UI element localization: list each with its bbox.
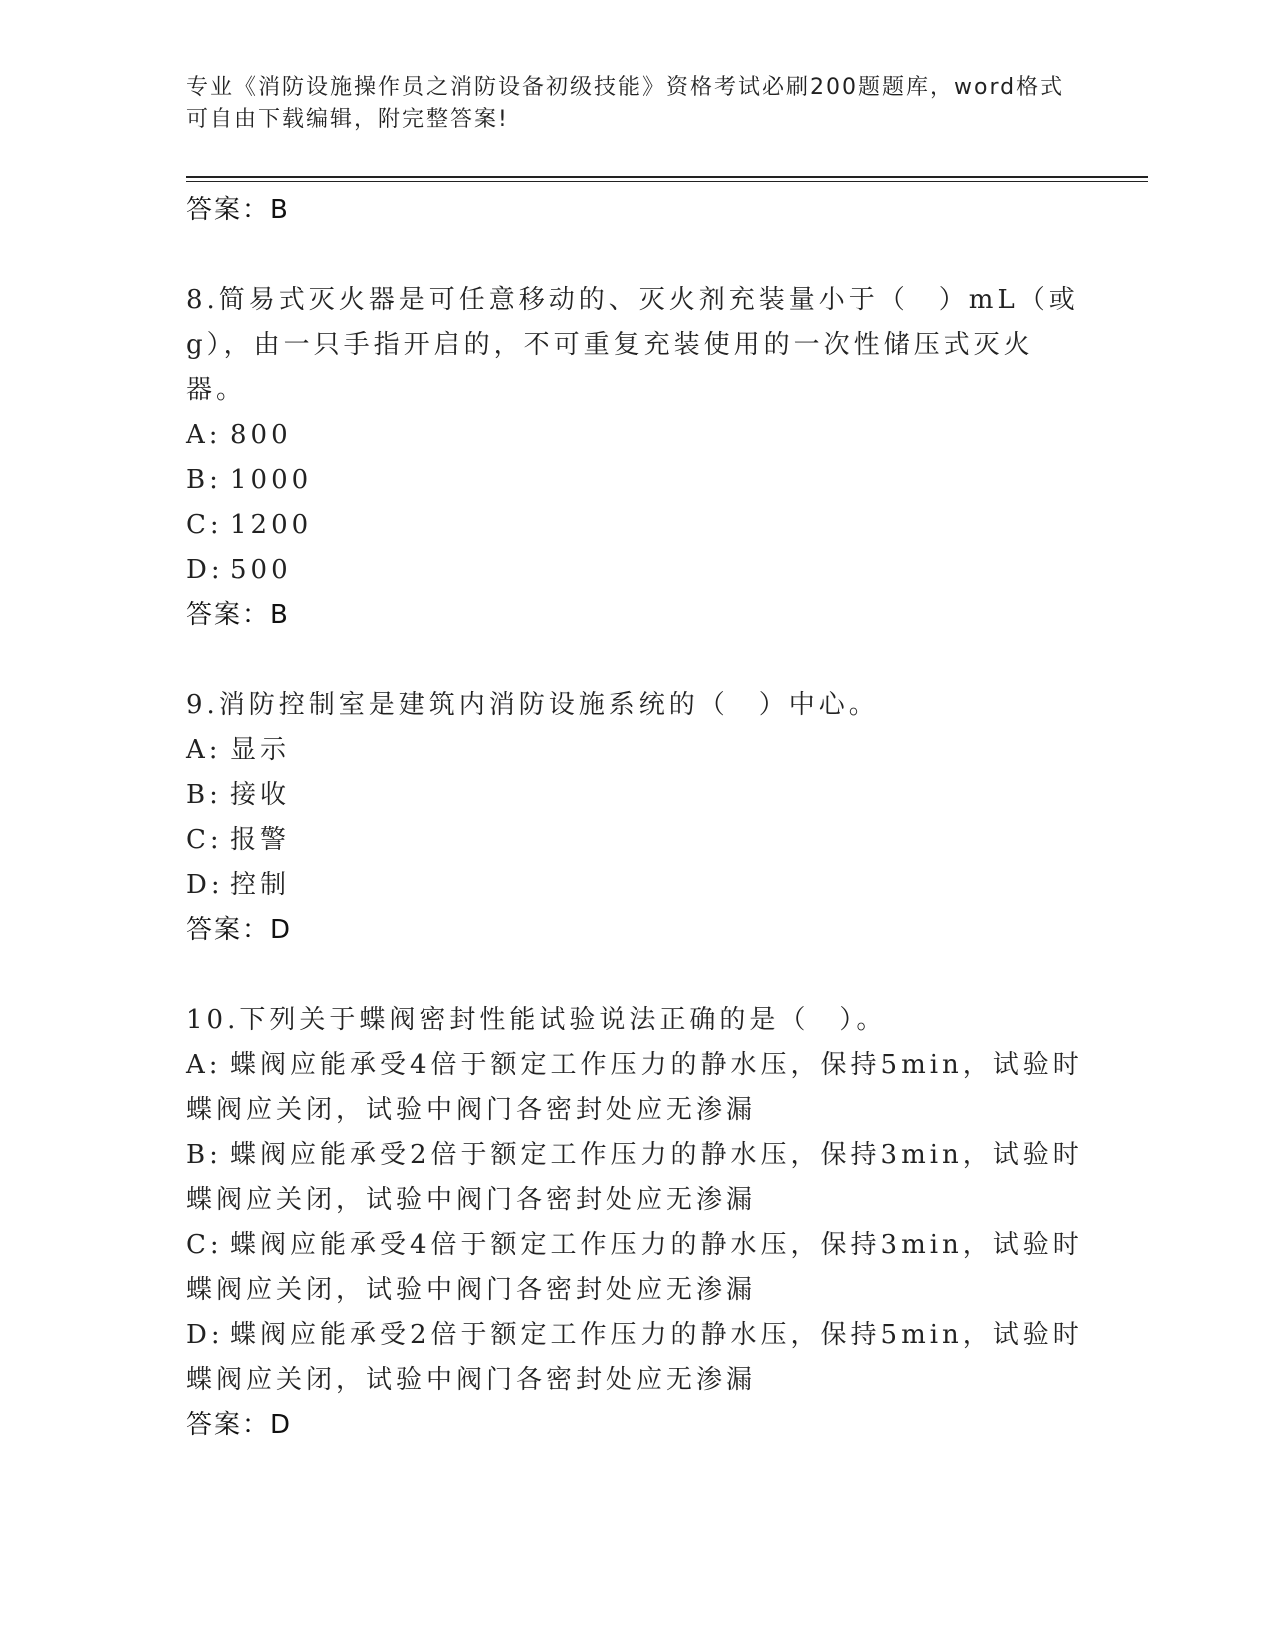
header-divider-thick: [186, 176, 1148, 178]
option-letter: A:: [186, 1050, 222, 1080]
answer-line: 答案：D: [186, 915, 293, 945]
question-10: [186, 998, 1086, 1447]
option-c: [186, 503, 1086, 548]
question-list: [186, 188, 1086, 1447]
option-letter: C:: [186, 510, 223, 540]
option-b: [186, 458, 1086, 503]
option-letter: B:: [186, 780, 222, 810]
option-letter: D:: [186, 1320, 224, 1350]
option-letter: D:: [186, 870, 224, 900]
question-9: [186, 683, 1086, 952]
option-text: 1200: [230, 510, 313, 540]
option-letter: C:: [186, 825, 223, 855]
option-text: 报警: [230, 825, 291, 855]
option-b: [186, 1133, 1086, 1223]
question-8: [186, 278, 1086, 637]
question-stem: 8.简易式灭火器是可任意移动的、灭火剂充装量小于（ ）mL（或g），由一只手指开启的，不可重复充装使用的一次性储压式灭火器。: [186, 285, 1079, 405]
option-d: [186, 863, 1086, 908]
option-letter: D:: [186, 555, 224, 585]
question-stem: 9.消防控制室是建筑内消防设施系统的（ ）中心。: [186, 690, 879, 720]
option-text: 800: [230, 420, 292, 450]
option-text: 蝶阀应能承受2倍于额定工作压力的静水压，保持3min，试验时蝶阀应关闭，试验中阀门各密封处应无渗漏: [186, 1140, 1083, 1215]
option-a: [186, 1043, 1086, 1133]
answer-line: 答案：B: [186, 600, 290, 630]
option-letter: C:: [186, 1230, 223, 1260]
option-text: 1000: [230, 465, 313, 495]
option-a: [186, 413, 1086, 458]
question-stem: 10.下列关于蝶阀密封性能试验说法正确的是（ ）。: [186, 1005, 887, 1035]
option-d: [186, 1313, 1086, 1403]
answer-line: 答案：D: [186, 1410, 293, 1440]
option-text: 蝶阀应能承受4倍于额定工作压力的静水压，保持5min，试验时蝶阀应关闭，试验中阀门各密封处应无渗漏: [186, 1050, 1083, 1125]
option-letter: B:: [186, 1140, 222, 1170]
document-header: 专业《消防设施操作员之消防设备初级技能》资格考试必刷200题题库，word格式可自由下载编辑，附完整答案!: [186, 75, 1065, 132]
option-letter: A:: [186, 735, 222, 765]
option-text: 接收: [230, 780, 291, 810]
option-text: 蝶阀应能承受4倍于额定工作压力的静水压，保持3min，试验时蝶阀应关闭，试验中阀门各密封处应无渗漏: [186, 1230, 1083, 1305]
option-c: [186, 818, 1086, 863]
option-c: [186, 1223, 1086, 1313]
header-divider-thin: [186, 181, 1148, 182]
option-letter: A:: [186, 420, 222, 450]
option-text: 显示: [230, 735, 291, 765]
option-text: 500: [230, 555, 292, 585]
option-letter: B:: [186, 465, 222, 495]
option-b: [186, 773, 1086, 818]
option-text: 控制: [230, 870, 291, 900]
option-text: 蝶阀应能承受2倍于额定工作压力的静水压，保持5min，试验时蝶阀应关闭，试验中阀门各密封处应无渗漏: [186, 1320, 1083, 1395]
answer-line: 答案：B: [186, 195, 290, 225]
option-a: [186, 728, 1086, 773]
option-d: [186, 548, 1086, 593]
